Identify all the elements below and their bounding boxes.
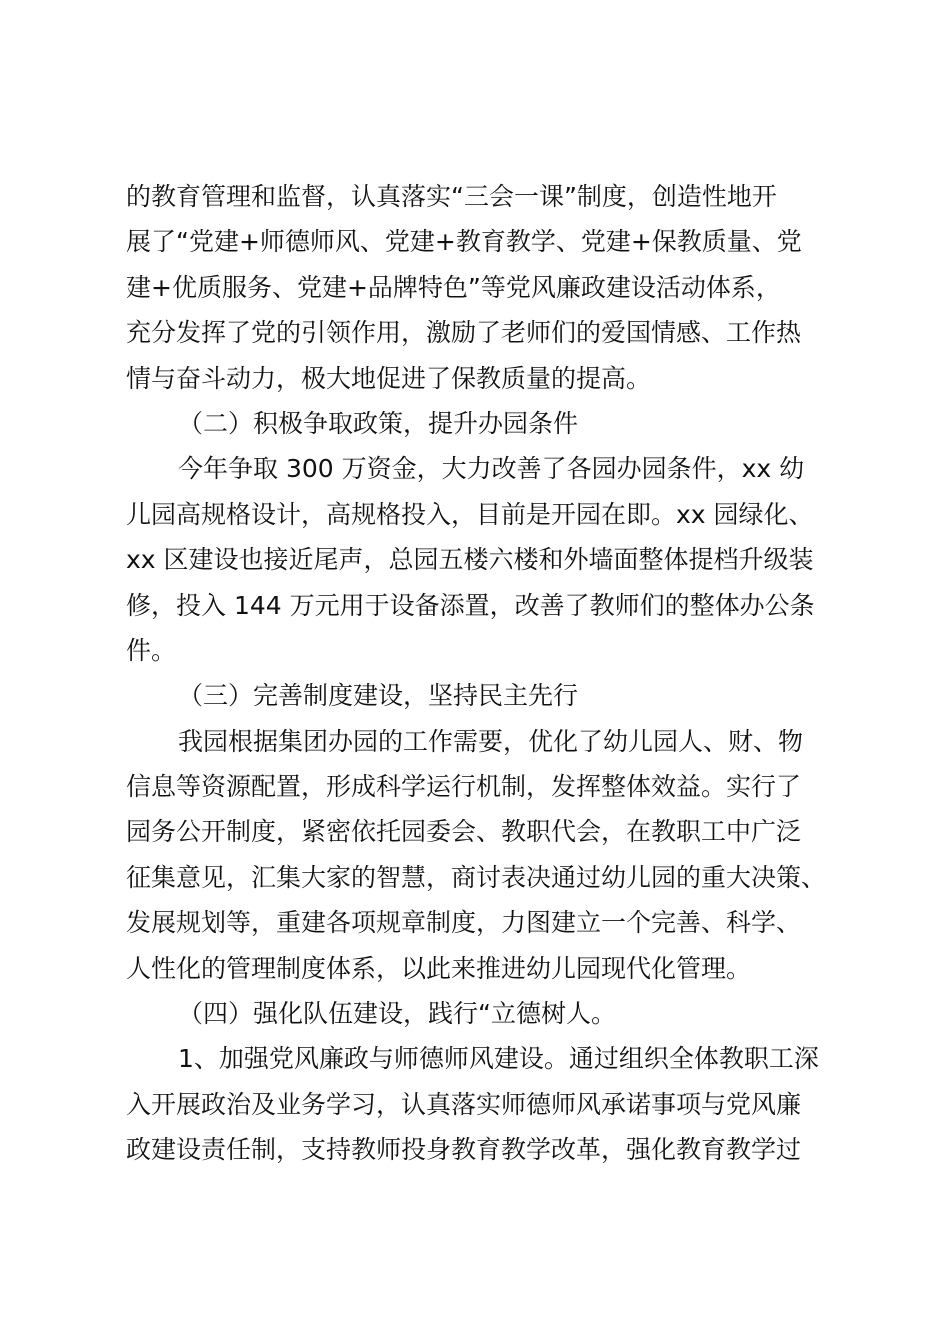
text-line: 件。 [126, 635, 177, 665]
text-line: 征集意见，汇集大家的智慧，商讨表决通过幼儿园的重大决策、 [126, 862, 827, 892]
text-line: 儿园高规格设计，高规格投入，目前是开园在即。xx 园绿化、 [126, 499, 814, 529]
text-line: 1、加强党风廉政与师德师风建设。通过组织全体教职工深 [178, 1044, 819, 1074]
text-line: xx 区建设也接近尾声，总园五楼六楼和外墙面整体提档升级装 [126, 545, 814, 575]
text-line: 情与奋斗动力，极大地促进了保教质量的提高。 [126, 363, 652, 393]
text-line: 园务公开制度，紧密依托园委会、教职代会，在教职工中广泛 [126, 817, 802, 847]
document-body [126, 174, 838, 1173]
text-line: 的教育管理和监督，认真落实“三会一课”制度，创造性地开 [126, 182, 777, 211]
text-line: 充分发挥了党的引领作用，激励了老师们的爱国情感、工作热 [126, 318, 802, 348]
text-line: 入开展政治及业务学习，认真落实师德师风承诺事项与党风廉 [126, 1089, 802, 1119]
text-line: 今年争取 300 万资金，大力改善了各园办园条件，xx 幼 [178, 454, 805, 484]
text-line: 政建设责任制，支持教师投身教育教学改革，强化教育教学过 [126, 1135, 802, 1165]
text-line: 人性化的管理制度体系，以此来推进幼儿园现代化管理。 [126, 953, 752, 983]
text-line: （四）强化队伍建设，践行“立德树人。 [178, 999, 616, 1029]
text-line: （二）积极争取政策，提升办园条件 [178, 408, 579, 438]
text-line: （三）完善制度建设，坚持民主先行 [178, 681, 579, 711]
text-line: 修，投入 144 万元用于设备添置，改善了教师们的整体办公条 [126, 590, 815, 620]
text-line: 发展规划等，重建各项规章制度，力图建立一个完善、科学、 [126, 908, 802, 938]
text-line: 展了“党建+师德师风、党建+教育教学、党建+保教质量、党 [126, 227, 802, 257]
text-line: 信息等资源配置，形成科学运行机制，发挥整体效益。实行了 [126, 772, 802, 802]
text-line: 我园根据集团办园的工作需要，优化了幼儿园人、财、物 [178, 726, 804, 756]
text-line: 建+优质服务、党建+品牌特色”等党风廉政建设活动体系， [126, 272, 781, 302]
